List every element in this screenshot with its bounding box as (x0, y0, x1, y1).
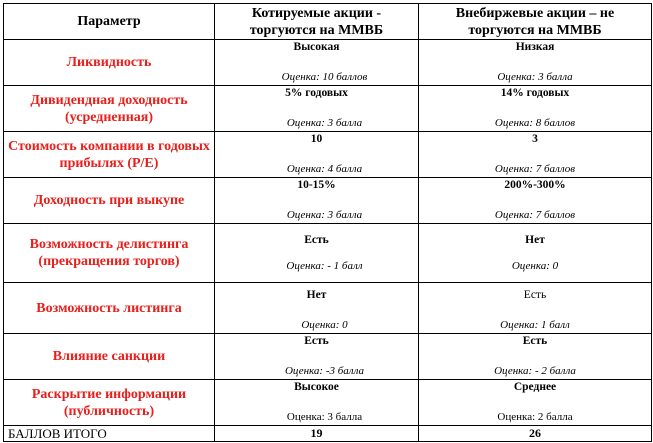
listed-value: Нет (306, 289, 327, 301)
listed-score: Оценка: - 1 балл (286, 260, 363, 272)
otc-cell (419, 334, 652, 380)
header-otc: Внебиржевые акции – не торгуются на ММВБ (419, 4, 652, 40)
param-label: Раскрытие информации (публичность) (4, 380, 215, 426)
listed-cell (215, 283, 419, 334)
comparison-table (3, 3, 652, 442)
total-otc: 26 (419, 426, 652, 442)
listed-cell (215, 86, 419, 132)
total-listed: 19 (215, 426, 419, 442)
otc-score: Оценка: 8 баллов (494, 117, 576, 129)
otc-value: 200%-300% (504, 179, 566, 191)
otc-value: Нет (525, 234, 545, 246)
listed-cell (215, 40, 419, 86)
listed-score: Оценка: 3 балла (286, 117, 363, 129)
otc-score: Оценка: 0 (511, 260, 559, 272)
otc-value: Низкая (515, 41, 555, 53)
header-listed: Котируемые акции - торгуются на ММВБ (215, 4, 419, 40)
otc-cell (419, 224, 652, 283)
total-row (4, 426, 652, 442)
header-param: Параметр (4, 4, 215, 40)
table-row (4, 40, 652, 86)
listed-value: 10-15% (297, 179, 336, 191)
otc-value: Среднее (513, 381, 557, 393)
otc-cell (419, 178, 652, 224)
listed-score: Оценка: 10 баллов (281, 71, 368, 83)
param-label: Влияние санкции (4, 334, 215, 380)
listed-score: Оценка: 4 балла (286, 163, 363, 175)
otc-value: Есть (523, 289, 547, 301)
table-row (4, 334, 652, 380)
table-row (4, 283, 652, 334)
listed-value: Есть (304, 234, 329, 246)
otc-cell (419, 40, 652, 86)
otc-cell (419, 132, 652, 178)
listed-score: Оценка: 3 балла (286, 411, 363, 423)
otc-score: Оценка: 3 балла (497, 71, 573, 83)
listed-cell (215, 224, 419, 283)
listed-cell (215, 132, 419, 178)
param-label: Дивидендная доходность (усредненная) (4, 86, 215, 132)
listed-cell (215, 380, 419, 426)
listed-score: Оценка: 3 балла (286, 209, 363, 221)
listed-cell (215, 334, 419, 380)
otc-score: Оценка: 7 баллов (494, 209, 576, 221)
otc-cell (419, 380, 652, 426)
param-label: Доходность при выкупе (4, 178, 215, 224)
table-row (4, 380, 652, 426)
header-row (4, 4, 652, 40)
listed-cell (215, 178, 419, 224)
otc-score: Оценка: - 2 балла (494, 365, 576, 377)
otc-value: 3 (532, 133, 538, 145)
param-label: Возможность делистинга (прекращения торгов) (4, 224, 215, 283)
otc-score: Оценка: 1 балл (500, 319, 570, 331)
listed-value: Высокое (294, 381, 339, 393)
otc-cell (419, 86, 652, 132)
otc-cell (419, 283, 652, 334)
listed-value: Высокая (293, 41, 340, 53)
param-label: Ликвидность (4, 40, 215, 86)
otc-score: Оценка: 7 баллов (494, 163, 576, 175)
listed-value: Есть (304, 335, 329, 347)
listed-value: 10 (310, 133, 323, 145)
table-row (4, 178, 652, 224)
listed-score: Оценка: 0 (301, 319, 348, 331)
listed-value: 5% годовых (285, 87, 348, 99)
otc-value: Есть (522, 335, 548, 347)
total-label: БАЛЛОВ ИТОГО (4, 426, 215, 442)
table-row (4, 132, 652, 178)
otc-value: 14% годовых (500, 87, 570, 99)
listed-score: Оценка: -3 балла (284, 365, 364, 377)
param-label: Стоимость компании в годовых прибылях (P/E) (4, 132, 215, 178)
table-row (4, 86, 652, 132)
otc-score: Оценка: 2 балла (497, 411, 573, 423)
param-label: Возможность листинга (4, 283, 215, 334)
table-row (4, 224, 652, 283)
